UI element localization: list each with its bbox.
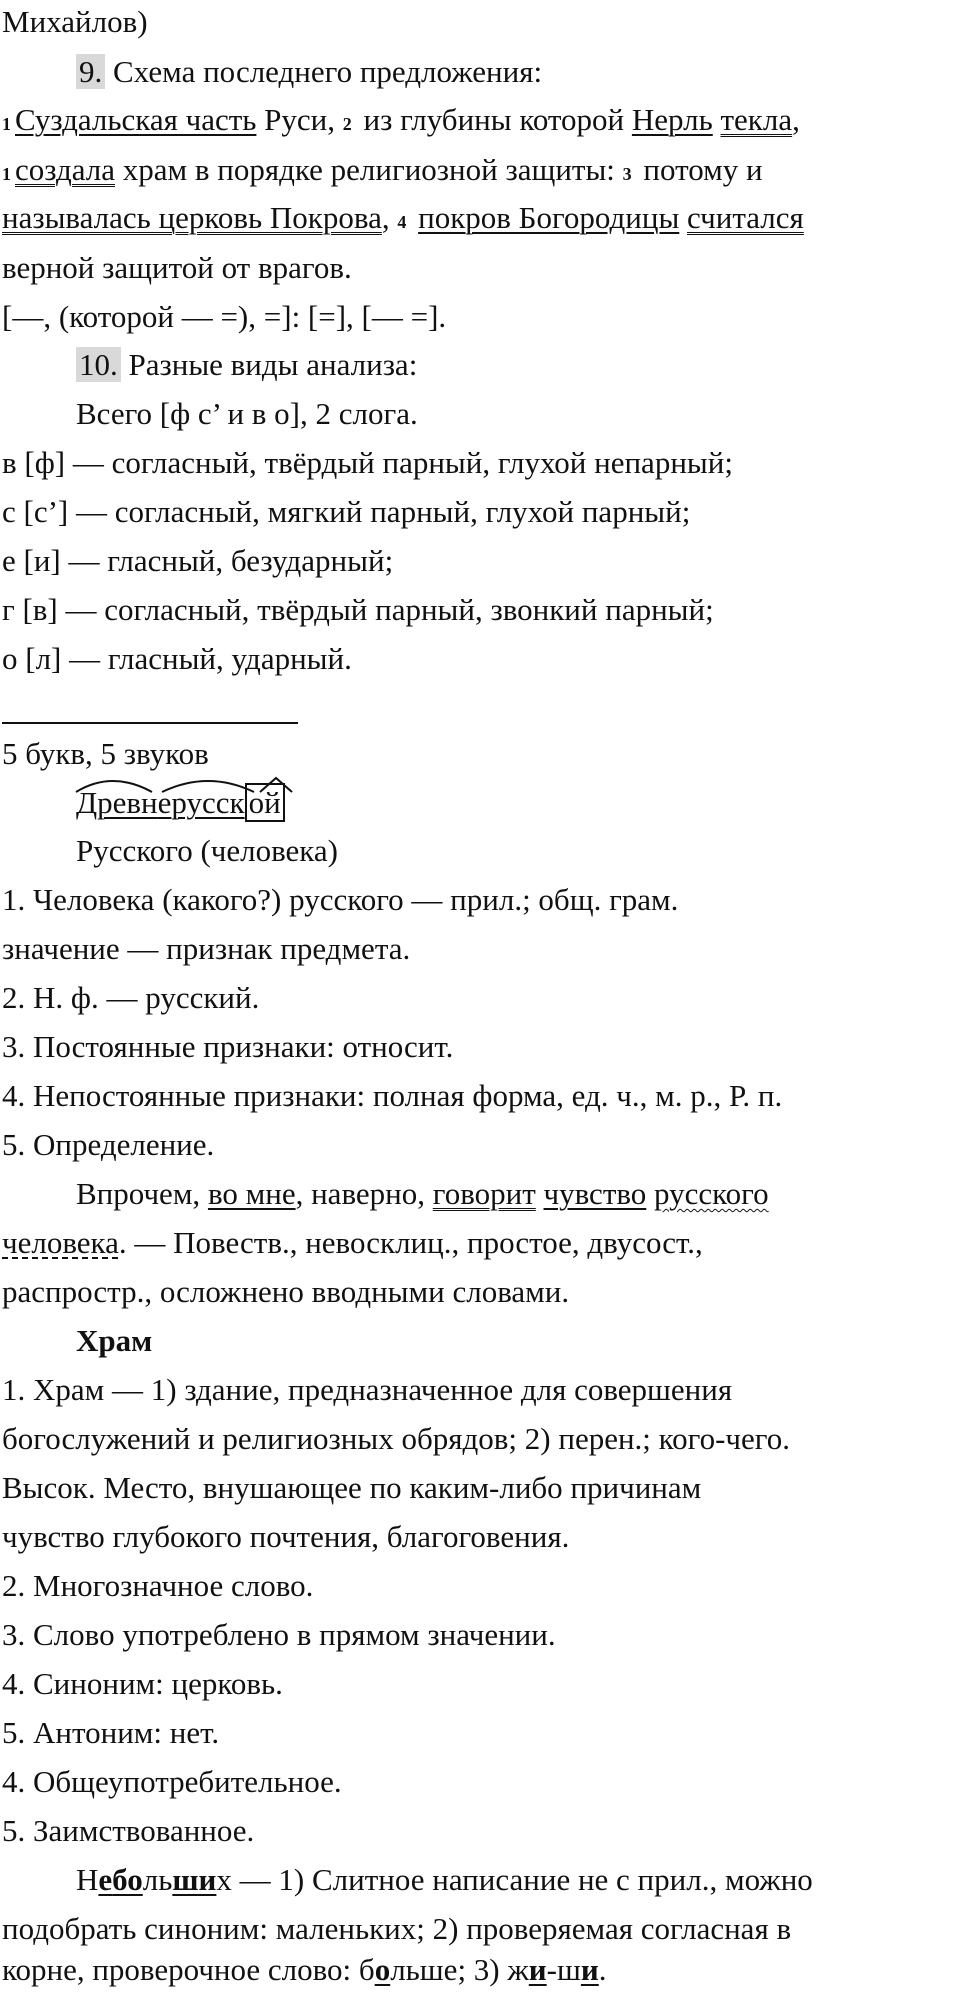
predicate: говорит xyxy=(432,1176,536,1211)
spelling-line: корне, проверочное слово: больше; 3) жи-ши. xyxy=(2,1952,607,1987)
predicate: считался xyxy=(687,200,804,235)
text-line: 3. Слово употреблено в прямом значении. xyxy=(2,1617,556,1652)
task-9-heading: 9. Схема последнего предложения: xyxy=(76,52,542,92)
sentence-line: называлась церковь Покрова, 4 покров Богородицы считался xyxy=(2,200,804,235)
text-line: Всего [ф с’ и в о], 2 слога. xyxy=(76,396,418,431)
clause-number: 4 xyxy=(397,212,407,232)
subject: Суздальская часть xyxy=(15,102,257,137)
task-number: 10. xyxy=(76,347,121,382)
clause-number: 1 xyxy=(2,114,11,134)
text-line: 5. Антоним: нет. xyxy=(2,1715,220,1750)
text-line: подобрать синоним: маленьких; 2) проверяемая согласная в xyxy=(2,1911,792,1946)
text-line: в [ф] — согласный, твёрдый парный, глухой непарный; xyxy=(2,445,733,480)
parsed-sentence-line: человека. — Повеств., невосклиц., простое, двусост., xyxy=(2,1225,703,1260)
text-line: 4. Общеупотребительное. xyxy=(2,1764,342,1799)
text-line: значение — признак предмета. xyxy=(2,931,411,966)
object: человека xyxy=(2,1225,119,1260)
text-line: Высок. Место, внушающее по каким-либо причинам xyxy=(2,1470,702,1505)
text-line: Русского (человека) xyxy=(76,833,338,868)
spelling-mark: и xyxy=(528,1952,547,1987)
text-line: 4. Синоним: церковь. xyxy=(2,1666,283,1701)
text-line: распростр., осложнено вводными словами. xyxy=(2,1274,570,1309)
spelling-mark: и xyxy=(198,1862,217,1897)
spelling-mark: бо xyxy=(112,1862,143,1897)
text-line: 2. Н. ф. — русский. xyxy=(2,980,260,1015)
text-line: с [с’] — согласный, мягкий парный, глухой парный; xyxy=(2,494,691,529)
text-line: Михайлов) xyxy=(2,4,148,39)
parsed-sentence-line: Впрочем, во мне, наверно, говорит чувство русского xyxy=(76,1176,769,1211)
connecting-vowel: е xyxy=(157,785,172,820)
text-line: 5. Заимствованное. xyxy=(2,1813,255,1848)
clause-number: 1 xyxy=(2,164,11,184)
predicate: создала xyxy=(15,152,115,187)
section-heading: Храм xyxy=(76,1323,153,1358)
text-line: е [и] — гласный, безударный; xyxy=(2,543,394,578)
clause-number: 3 xyxy=(622,164,632,184)
sentence-scheme: [—, (которой — =), =]: [=], [— =]. xyxy=(2,299,447,334)
subject: Нерль xyxy=(631,102,713,137)
task-10-heading: 10. Разные виды анализа: xyxy=(76,345,417,385)
spelling-line: Небольших — 1) Слитное написание не с прил., можно xyxy=(76,1862,813,1897)
horizontal-rule xyxy=(2,722,298,724)
text-line: 2. Многозначное слово. xyxy=(2,1568,314,1603)
spelling-mark: е xyxy=(98,1862,113,1897)
task-number: 9. xyxy=(76,54,105,89)
text-line: чувство глубокого почтения, благоговения. xyxy=(2,1519,570,1554)
clause-number: 2 xyxy=(342,114,352,134)
morpheme-word: Древнерусск ой xyxy=(76,783,285,823)
word-ending: ой xyxy=(245,783,285,822)
spelling-mark: и xyxy=(580,1952,599,1987)
text-line: 4. Непостоянные признаки: полная форма, ед. ч., м. р., Р. п. xyxy=(2,1078,783,1113)
predicate: текла xyxy=(720,102,793,137)
text-line: о [л] — гласный, ударный. xyxy=(2,641,352,676)
spelling-mark: ш xyxy=(172,1862,199,1897)
sentence-line: 1 Суздальская часть Руси, 2 из глубины которой Нерль текла, xyxy=(2,102,800,137)
text-line: г [в] — согласный, твёрдый парный, звонкий парный; xyxy=(2,592,714,627)
text-line: 1. Человека (какого?) русского — прил.; общ. грам. xyxy=(2,882,679,917)
text-line: 3. Постоянные признаки: относит. xyxy=(2,1029,454,1064)
spelling-mark: о xyxy=(374,1952,391,1987)
subject: чувство xyxy=(543,1176,647,1211)
sentence-line: 1 создала храм в порядке религиозной защиты: 3 потому и xyxy=(2,152,763,187)
predicate: называлась церковь Покрова xyxy=(2,200,382,235)
text-line: 5. Определение. xyxy=(2,1127,215,1162)
text-line: верной защитой от врагов. xyxy=(2,250,352,285)
text-line: 5 букв, 5 звуков xyxy=(2,736,209,771)
subject: покров Богородицы xyxy=(418,200,680,235)
text-line: 1. Храм — 1) здание, предназначенное для совершения xyxy=(2,1372,733,1407)
text-line: богослужений и религиозных обрядов; 2) перен.; кого-чего. xyxy=(2,1421,790,1456)
attribute: русского xyxy=(654,1176,769,1211)
adverbial: во мне xyxy=(207,1176,296,1211)
